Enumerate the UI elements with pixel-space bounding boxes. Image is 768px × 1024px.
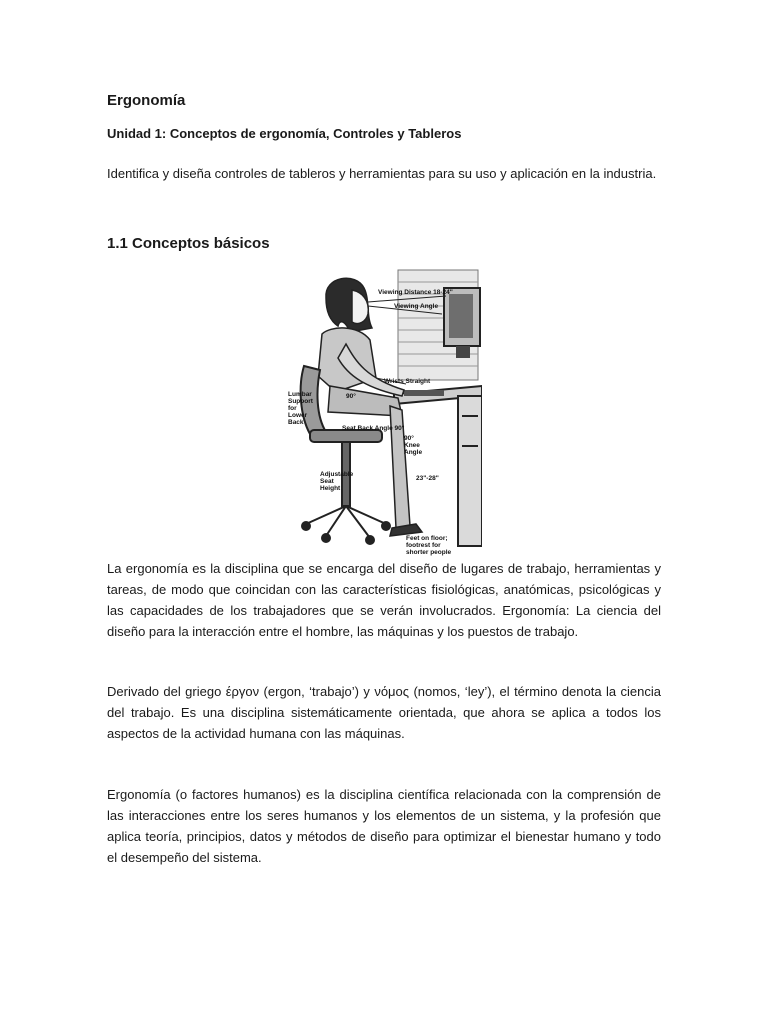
- label-seat-back: Seat Back Angle 90°: [342, 425, 405, 432]
- label-feet: Feet on floor; footrest for shorter people: [406, 535, 452, 556]
- label-lumbar: Lumbar Support for Lower Back: [288, 391, 313, 426]
- label-leg-angle: 23"-28": [416, 475, 439, 482]
- section-heading: 1.1 Conceptos básicos: [107, 235, 270, 252]
- label-wrists: Wrists Straight: [384, 378, 431, 385]
- label-angle-90: 90°: [346, 393, 356, 400]
- paragraph-human-factors: Ergonomía (o factores humanos) es la disciplina científica relacionada con la comprensión de las interacciones entre los seres humanos y los elementos de un sistema, y la profesión que aplica teoría, principios, datos y métodos de diseño para optimizar el bienestar humano y todo el desempeño del sistema.: [107, 787, 661, 865]
- label-viewing-distance: Viewing Distance 18-24": [378, 289, 453, 296]
- unit-title: Unidad 1: Conceptos de ergonomía, Controles y Tableros: [107, 126, 462, 141]
- label-adjustable: Adjustable Seat Height: [320, 471, 354, 492]
- paragraph-etymology: Derivado del griego έργον (ergon, ‘trabajo’) y νόμος (nomos, ‘ley’), el término denota la ciencia del trabajo. Es una disciplina sistemáticamente orientada, que ahora se aplica a todos los aspectos de la actividad humana con las máquinas.: [107, 684, 661, 741]
- ergonomic-workstation-illustration: [286, 266, 482, 558]
- keyboard: [404, 390, 444, 396]
- label-viewing-angle: Viewing Angle: [394, 303, 439, 310]
- paragraph-definition: La ergonomía es la disciplina que se encarga del diseño de lugares de trabajo, herramientas y tareas, de modo que coincidan con las características fisiológicas, anatómicas, psicológicas y las capacidades de los trabajadores que se verán involucrados. Ergonomía: La ciencia del diseño para la interacción entre el hombre, las máquinas y los puestos de trabajo.: [107, 561, 661, 639]
- intro-paragraph: Identifica y diseña controles de tableros y herramientas para su uso y aplicación en la industria.: [107, 166, 657, 181]
- document-title: Ergonomía: [107, 92, 186, 109]
- label-knee: 90° Knee Angle: [404, 435, 423, 456]
